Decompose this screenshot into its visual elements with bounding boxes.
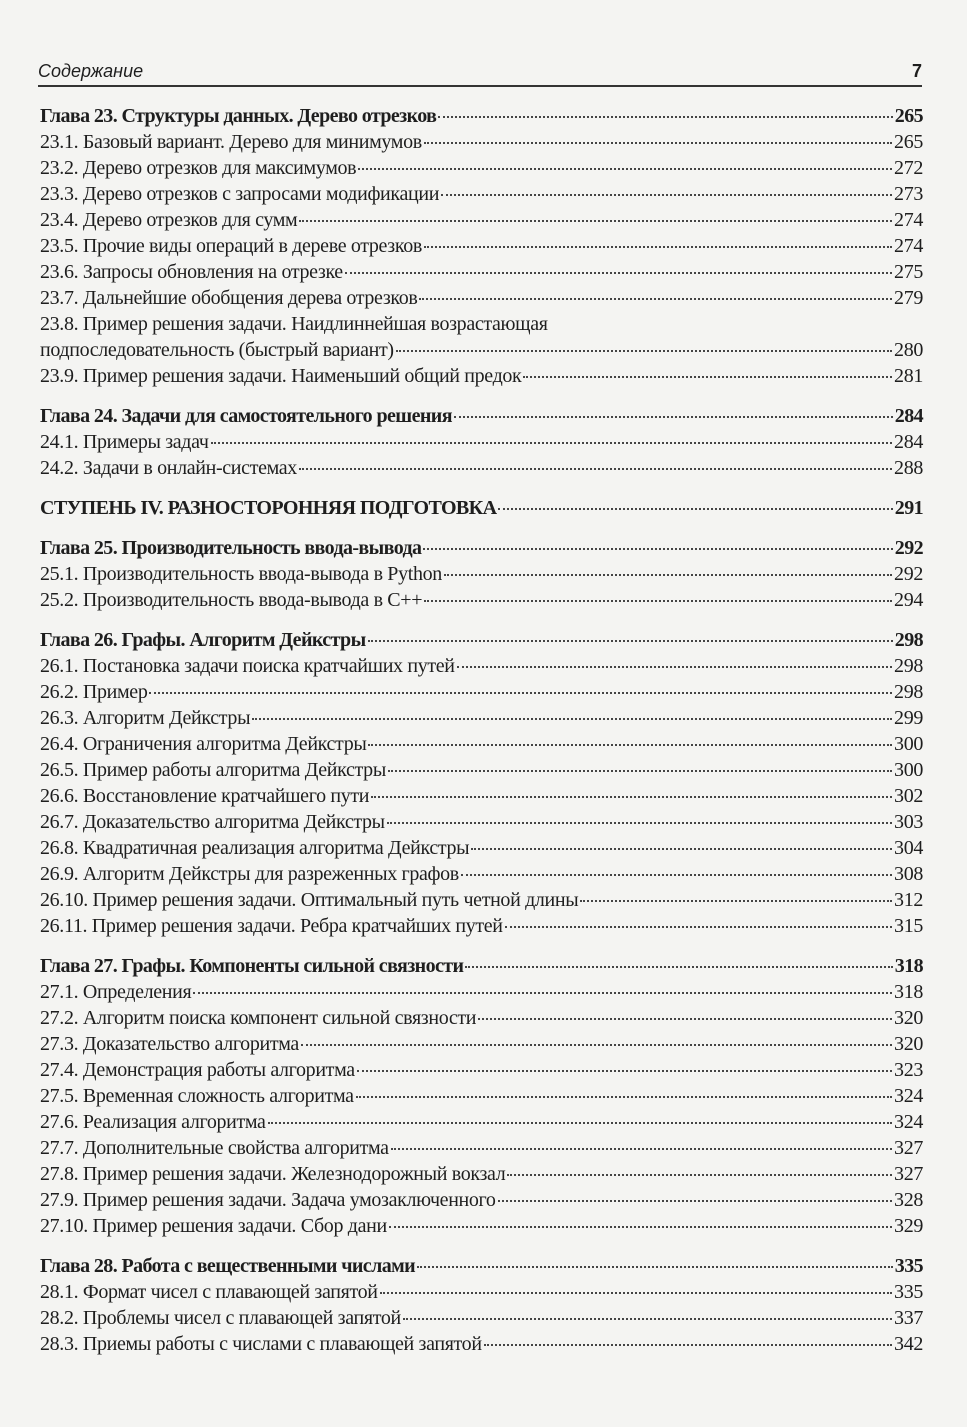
- dot-leader: [457, 666, 892, 668]
- toc-entry-title: 23.5. Прочие виды операций в дереве отрезков: [40, 235, 422, 257]
- chapter-heading: [40, 535, 923, 561]
- toc-entry-page: 298: [894, 655, 923, 677]
- toc-entry: [40, 1331, 923, 1357]
- toc-entry: [40, 731, 923, 757]
- toc-entry-title: 26.8. Квадратичная реализация алгоритма Дейкстры: [40, 837, 470, 859]
- chapter-heading-page: 265: [894, 105, 923, 127]
- dot-leader: [301, 1044, 892, 1046]
- toc-entry-title: 27.9. Пример решения задачи. Задача умозаключенного: [40, 1189, 496, 1211]
- toc-entry-page: 320: [894, 1007, 923, 1029]
- dot-leader: [389, 1226, 892, 1228]
- chapter-heading-title: Глава 25. Производительность ввода-вывода: [40, 537, 422, 559]
- dot-leader: [424, 142, 892, 144]
- toc-entry-page: 337: [894, 1307, 923, 1329]
- toc-entry: [40, 1135, 923, 1161]
- chapter-section: [40, 1253, 923, 1357]
- toc-entry-title: 26.5. Пример работы алгоритма Дейкстры: [40, 759, 386, 781]
- toc-entry: [40, 1213, 923, 1239]
- dot-leader: [299, 468, 892, 470]
- dot-leader: [368, 744, 892, 746]
- toc-entry: [40, 181, 923, 207]
- toc-entry-page: 274: [894, 235, 923, 257]
- dot-leader: [403, 1318, 892, 1320]
- toc-entry: [40, 705, 923, 731]
- toc-entry-page: 284: [894, 431, 923, 453]
- toc-entry-page: 279: [894, 287, 923, 309]
- toc-entry: [40, 1279, 923, 1305]
- dot-leader: [358, 168, 892, 170]
- chapter-heading: [40, 1253, 923, 1279]
- toc-entry-title: 27.8. Пример решения задачи. Железнодорожный вокзал: [40, 1163, 506, 1185]
- toc-entry-page: 304: [894, 837, 923, 859]
- toc-entry-title: 26.6. Восстановление кратчайшего пути: [40, 785, 370, 807]
- chapter-heading: [40, 953, 923, 979]
- chapter-section: [40, 403, 923, 481]
- toc-entry-page: 308: [894, 863, 923, 885]
- toc-entry-page: 315: [894, 915, 923, 937]
- part-heading-page: 291: [894, 497, 923, 519]
- chapter-heading-title: Глава 28. Работа с вещественными числами: [40, 1255, 416, 1277]
- toc-entry: [40, 285, 923, 311]
- dot-leader: [461, 874, 892, 876]
- dot-leader: [391, 1148, 892, 1150]
- toc-entry-title: 25.1. Производительность ввода-вывода в Python: [40, 563, 442, 585]
- toc-entry-title: 23.1. Базовый вариант. Дерево для минимумов: [40, 131, 422, 153]
- dot-leader: [478, 1018, 892, 1020]
- toc-entry: [40, 1083, 923, 1109]
- dot-leader: [507, 1174, 892, 1176]
- page-number: 7: [911, 61, 922, 81]
- dot-leader: [471, 848, 892, 850]
- toc-entry-title: 28.3. Приемы работы с числами с плавающей запятой: [40, 1333, 482, 1355]
- toc-entry-page: 275: [894, 261, 923, 283]
- toc-entry: [40, 1187, 923, 1213]
- running-header-title: Содержание: [38, 61, 144, 81]
- toc-entry: [40, 129, 923, 155]
- toc-entry-title: 27.4. Демонстрация работы алгоритма: [40, 1059, 355, 1081]
- part-section: [40, 495, 923, 521]
- toc-entry: [40, 809, 923, 835]
- toc-entry-page: 300: [894, 759, 923, 781]
- toc-entry: [40, 1057, 923, 1083]
- toc-entry-title: 24.1. Примеры задач: [40, 431, 209, 453]
- chapter-heading-page: 298: [894, 629, 923, 651]
- dot-leader: [444, 574, 892, 576]
- toc-entry-page: 335: [894, 1281, 923, 1303]
- toc-entry: [40, 363, 923, 389]
- dot-leader: [356, 1096, 892, 1098]
- table-of-contents: [40, 103, 923, 1371]
- toc-entry-page: 328: [894, 1189, 923, 1211]
- toc-entry: [40, 979, 923, 1005]
- toc-entry: [40, 1031, 923, 1057]
- toc-entry: [40, 653, 923, 679]
- toc-entry: [40, 913, 923, 939]
- chapter-heading-title: Глава 26. Графы. Алгоритм Дейкстры: [40, 629, 366, 651]
- toc-entry: [40, 587, 923, 613]
- chapter-section: [40, 103, 923, 389]
- toc-entry-page: 303: [894, 811, 923, 833]
- dot-leader: [454, 416, 893, 418]
- toc-entry-title: 28.2. Проблемы чисел с плавающей запятой: [40, 1307, 401, 1329]
- toc-entry-title: 26.3. Алгоритм Дейкстры: [40, 707, 251, 729]
- chapter-heading-page: 292: [894, 537, 923, 559]
- chapter-heading-page: 335: [894, 1255, 923, 1277]
- toc-entry-page: 312: [894, 889, 923, 911]
- dot-leader: [523, 376, 892, 378]
- dot-leader: [580, 900, 892, 902]
- toc-entry-page: 274: [894, 209, 923, 231]
- toc-entry: [40, 1161, 923, 1187]
- toc-entry-page: 329: [894, 1215, 923, 1237]
- toc-entry: [40, 783, 923, 809]
- chapter-heading-title: Глава 24. Задачи для самостоятельного решения: [40, 405, 452, 427]
- toc-entry: [40, 337, 923, 363]
- dot-leader: [211, 442, 892, 444]
- toc-entry-title: подпоследовательность (быстрый вариант): [40, 339, 394, 361]
- toc-entry-page: 318: [894, 981, 923, 1003]
- dot-leader: [484, 1344, 892, 1346]
- toc-entry: [40, 561, 923, 587]
- toc-entry: [40, 887, 923, 913]
- toc-entry-title: 26.7. Доказательство алгоритма Дейкстры: [40, 811, 385, 833]
- dot-leader: [368, 640, 893, 642]
- toc-entry: [40, 861, 923, 887]
- toc-entry: [40, 259, 923, 285]
- dot-leader: [498, 1200, 892, 1202]
- toc-entry-title: 26.11. Пример решения задачи. Ребра кратчайших путей: [40, 915, 503, 937]
- toc-entry-title: 26.10. Пример решения задачи. Оптимальный путь четной длины: [40, 889, 579, 911]
- chapter-section: [40, 627, 923, 939]
- toc-entry: [40, 679, 923, 705]
- toc-entry-page: 265: [894, 131, 923, 153]
- running-header: [38, 52, 922, 87]
- dot-leader: [299, 220, 892, 222]
- chapter-section: [40, 535, 923, 613]
- toc-entry-page: 272: [894, 157, 923, 179]
- toc-entry-title: 23.3. Дерево отрезков с запросами модификации: [40, 183, 440, 205]
- toc-entry-title: 27.10. Пример решения задачи. Сбор дани: [40, 1215, 387, 1237]
- toc-entry-page: 298: [894, 681, 923, 703]
- chapter-heading-title: Глава 23. Структуры данных. Дерево отрезков: [40, 105, 437, 127]
- toc-entry-page: 342: [894, 1333, 923, 1355]
- toc-entry-page: 323: [894, 1059, 923, 1081]
- dot-leader: [387, 822, 892, 824]
- toc-entry-line: [40, 311, 923, 337]
- toc-entry-page: 300: [894, 733, 923, 755]
- toc-entry-title: 23.8. Пример решения задачи. Наидлиннейшая возрастающая: [40, 313, 548, 335]
- chapter-heading-page: 284: [894, 405, 923, 427]
- toc-entry-page: 273: [894, 183, 923, 205]
- toc-entry-title: 26.1. Постановка задачи поиска кратчайших путей: [40, 655, 455, 677]
- toc-entry-page: 327: [894, 1163, 923, 1185]
- toc-entry-title: 23.9. Пример решения задачи. Наименьший общий предок: [40, 365, 522, 387]
- dot-leader: [424, 600, 892, 602]
- toc-entry-title: 26.2. Пример: [40, 681, 148, 703]
- toc-entry-title: 27.1. Определения: [40, 981, 192, 1003]
- dot-leader: [357, 1070, 892, 1072]
- chapter-heading: [40, 403, 923, 429]
- toc-entry-title: 26.9. Алгоритм Дейкстры для разреженных графов: [40, 863, 459, 885]
- toc-entry-title: 27.2. Алгоритм поиска компонент сильной связности: [40, 1007, 477, 1029]
- toc-entry-title: 23.7. Дальнейшие обобщения дерева отрезков: [40, 287, 418, 309]
- dot-leader: [465, 966, 892, 968]
- toc-entry-title: 28.1. Формат чисел с плавающей запятой: [40, 1281, 378, 1303]
- toc-entry-page: 324: [894, 1111, 923, 1133]
- toc-entry-title: 27.7. Дополнительные свойства алгоритма: [40, 1137, 389, 1159]
- chapter-heading-page: 318: [894, 955, 923, 977]
- dot-leader: [388, 770, 892, 772]
- toc-entry: [40, 757, 923, 783]
- dot-leader: [424, 246, 892, 248]
- part-heading: [40, 495, 923, 521]
- toc-entry-title: 27.5. Временная сложность алгоритма: [40, 1085, 354, 1107]
- chapter-heading: [40, 103, 923, 129]
- toc-entry: [40, 233, 923, 259]
- toc-entry-page: 327: [894, 1137, 923, 1159]
- dot-leader: [419, 298, 892, 300]
- chapter-heading-title: Глава 27. Графы. Компоненты сильной связности: [40, 955, 464, 977]
- dot-leader: [149, 692, 892, 694]
- chapter-section: [40, 953, 923, 1239]
- toc-entry-title: 25.2. Производительность ввода-вывода в C++: [40, 589, 423, 611]
- toc-entry: [40, 1109, 923, 1135]
- toc-entry: [40, 835, 923, 861]
- toc-entry: [40, 155, 923, 181]
- dot-leader: [371, 796, 892, 798]
- toc-entry: [40, 455, 923, 481]
- dot-leader: [505, 926, 892, 928]
- toc-entry: [40, 1305, 923, 1331]
- toc-entry-page: 320: [894, 1033, 923, 1055]
- toc-entry: [40, 429, 923, 455]
- toc-entry-title: 24.2. Задачи в онлайн-системах: [40, 457, 297, 479]
- toc-entry-page: 299: [894, 707, 923, 729]
- toc-entry-page: 292: [894, 563, 923, 585]
- toc-entry-page: 302: [894, 785, 923, 807]
- toc-entry-page: 294: [894, 589, 923, 611]
- dot-leader: [252, 718, 892, 720]
- toc-entry-title: 27.3. Доказательство алгоритма: [40, 1033, 299, 1055]
- toc-entry-title: 23.4. Дерево отрезков для сумм: [40, 209, 298, 231]
- toc-entry-title: 23.6. Запросы обновления на отрезке: [40, 261, 343, 283]
- dot-leader: [380, 1292, 892, 1294]
- toc-entry-title: 27.6. Реализация алгоритма: [40, 1111, 266, 1133]
- toc-entry: [40, 207, 923, 233]
- dot-leader: [268, 1122, 892, 1124]
- toc-entry-page: 324: [894, 1085, 923, 1107]
- dot-leader: [438, 116, 892, 118]
- dot-leader: [498, 508, 892, 510]
- chapter-heading: [40, 627, 923, 653]
- dot-leader: [193, 992, 892, 994]
- dot-leader: [417, 1266, 893, 1268]
- toc-entry-title: 23.2. Дерево отрезков для максимумов: [40, 157, 357, 179]
- toc-entry-page: 288: [894, 457, 923, 479]
- part-heading-title: СТУПЕНЬ IV. РАЗНОСТОРОННЯЯ ПОДГОТОВКА: [40, 497, 497, 519]
- dot-leader: [423, 548, 892, 550]
- toc-entry-page: 281: [894, 365, 923, 387]
- dot-leader: [345, 272, 892, 274]
- toc-entry: [40, 1005, 923, 1031]
- dot-leader: [396, 350, 892, 352]
- toc-entry-title: 26.4. Ограничения алгоритма Дейкстры: [40, 733, 367, 755]
- toc-entry-page: 280: [894, 339, 923, 361]
- dot-leader: [441, 194, 892, 196]
